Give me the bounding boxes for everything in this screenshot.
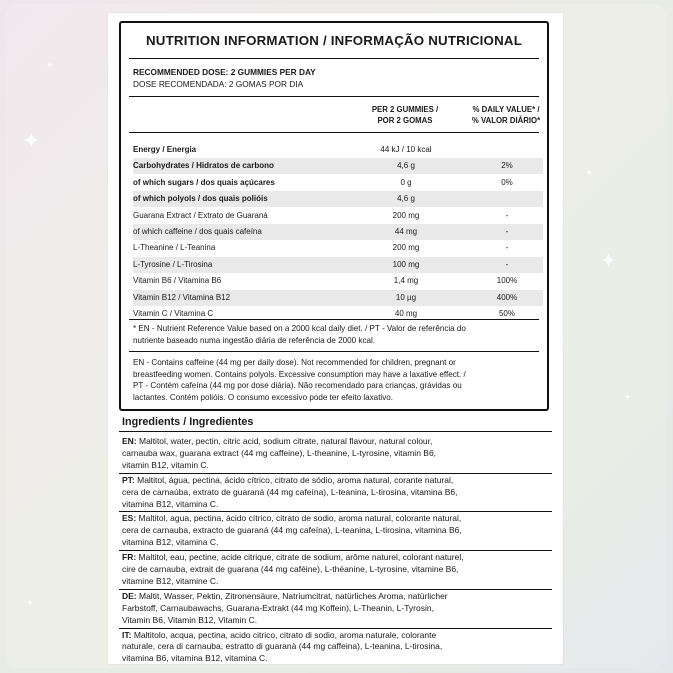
nutrition-table — [119, 21, 549, 411]
language-code: EN: — [122, 436, 137, 446]
ingredients-line — [122, 591, 550, 603]
nutrient-daily-value: - — [505, 227, 509, 236]
nutrient-name: Vitamin B12 / Vitamina B12 — [133, 292, 231, 302]
nutrient-amount: 4,6 g — [397, 194, 415, 204]
nutrient-name: Vitamin C / Vitamina C — [133, 309, 214, 318]
ingredients-text: vitamine B12, vitamine C. — [122, 575, 219, 586]
nutrient-amount: 100 mg — [392, 259, 420, 269]
nutrient-amount: 40 mg — [394, 309, 418, 318]
nutrient-daily-value: - — [505, 210, 509, 220]
label-page — [108, 13, 563, 664]
ingredients-text: Maltitolo, acqua, pectina, acido citrico, citrato di sodio, aroma naturale, colorante — [131, 629, 437, 640]
ingredients-text: Maltitol, água, pectina, ácido cítrico, citrato de sódio, aroma natural, corante natural, — [134, 474, 454, 485]
nutrient-daily-value: 50% — [498, 309, 515, 318]
ingredients-block — [122, 475, 550, 511]
nutrient-amount: 44 mg — [394, 227, 418, 236]
ingredients-text: Farbstoff, Carnaubawachs, Guarana-Extrakt (44 mg Koffein), L-Theanin, L-Tyrosin, — [122, 602, 434, 613]
ingredients-block — [122, 513, 550, 549]
per-serving-header-line: POR 2 GOMAS — [377, 116, 433, 125]
nutrient-name: L-Theanine / L-Teanina — [133, 243, 216, 253]
divider — [129, 132, 539, 133]
nutrient-amount: 44 kJ / 10 kcal — [380, 145, 432, 154]
ingredients-title: Ingredients / Ingredientes — [122, 416, 254, 428]
ingredients-line — [122, 615, 550, 627]
ingredients-text: Maltit, Wasser, Pektin, Zitronensäure, Natriumcitrat, natürliches Aroma, natürlicher — [136, 590, 448, 601]
ingredients-text: vitamina B6, vitamina B12, vitamina C. — [122, 653, 268, 664]
sparkle-icon: ✦ — [26, 598, 35, 609]
sparkle-icon: ✦ — [585, 168, 594, 179]
ingredients-line — [122, 436, 550, 448]
nrv-note-line: nutriente baseado numa ingestão diária de referência de 2000 kcal. — [133, 335, 376, 345]
divider — [129, 58, 539, 59]
ingredients-text: cera de carnauba, extracto de guaraná (44 mg cafeína), L-teanina, L-tirosina, vitamina B6, — [122, 525, 462, 536]
nutrient-amount: 200 mg — [392, 210, 420, 220]
sparkle-icon: ✦ — [624, 392, 632, 402]
daily-value-header — [463, 104, 549, 126]
sparkle-icon: ✦ — [46, 60, 54, 70]
ingredients-line — [122, 537, 550, 549]
divider — [119, 511, 552, 512]
ingredients-line — [122, 603, 550, 615]
ingredients-block — [122, 552, 550, 588]
nutrient-row — [133, 208, 543, 224]
nutrient-row — [133, 158, 543, 174]
nutrient-name: Vitamin B6 / Vitamina B6 — [133, 276, 222, 286]
nutrient-row — [133, 290, 543, 306]
language-code: PT: — [122, 474, 135, 485]
nutrient-row — [133, 191, 543, 207]
warning-line: lactantes. Contém polióis. O consumo excessivo pode ter efeito laxativo. — [133, 392, 394, 402]
ingredients-line — [122, 576, 550, 588]
daily-value-header-line: % VALOR DIÁRIO* — [471, 116, 541, 125]
warning-line: PT - Contém cafeína (44 mg por dose diária). Não recomendado para crianças, grávidas ou — [133, 381, 462, 391]
ingredients-line — [122, 552, 550, 564]
divider — [119, 473, 552, 474]
nutrient-daily-value: 100% — [496, 276, 518, 286]
nutrient-name: of which sugars / dos quais açúcares — [133, 177, 275, 187]
language-code: DE: — [122, 590, 137, 601]
language-code: IT: — [122, 629, 132, 640]
ingredients-line — [122, 487, 550, 499]
ingredients-line — [122, 460, 550, 472]
divider — [129, 319, 539, 320]
nrv-note-line: * EN - Nutrient Reference Value based on a 2000 kcal daily diet. / PT - Valor de referência do — [133, 324, 466, 333]
ingredients-text: vitamin B12, vitamin C. — [122, 459, 209, 470]
per-serving-header-line: PER 2 GUMMIES / — [371, 105, 439, 114]
nutrition-title: NUTRITION INFORMATION / INFORMAÇÃO NUTRICIONAL — [145, 33, 523, 48]
nutrient-name: Energy / Energia — [133, 145, 197, 154]
sparkle-icon: ✦ — [600, 250, 617, 272]
ingredients-line — [122, 630, 550, 642]
ingredients-text: naturale, cera di carnauba, estratto di guaranà (44 mg caffeina), L-teanina, L-tirosina, — [122, 641, 443, 652]
divider — [119, 550, 552, 551]
ingredients-line — [122, 475, 550, 487]
ingredients-text: carnauba wax, guarana extract (44 mg caffeine), L-theanine, L-tyrosine, vitamin B6, — [122, 447, 437, 458]
nutrient-row — [133, 175, 543, 191]
nutrient-amount: 200 mg — [392, 243, 420, 253]
nutrient-amount: 0 g — [400, 177, 412, 187]
nutrient-name: of which caffeine / dos quais cafeína — [133, 227, 262, 236]
nutrient-name: Guarana Extract / Extrato de Guaraná — [133, 210, 268, 220]
nutrient-row — [133, 257, 543, 273]
nutrient-amount: 1,4 mg — [393, 276, 419, 286]
warning-line: EN - Contains caffeine (44 mg per daily dose). Not recommended for children, pregnant or — [133, 358, 456, 367]
ingredients-line — [122, 641, 550, 653]
nutrient-daily-value: 0% — [501, 177, 513, 187]
dose-pt: DOSE RECOMENDADA: 2 GOMAS POR DIA — [133, 79, 304, 89]
ingredients-text: cera de carnaúba, extrato de guaraná (44 mg cafeína), L-teanina, L-tirosina, vitamina B6, — [122, 486, 458, 497]
divider — [119, 431, 552, 432]
nutrient-row — [133, 142, 543, 158]
per-serving-header — [360, 104, 450, 126]
nutrient-amount: 4,6 g — [397, 161, 415, 171]
dose-en: RECOMMENDED DOSE: 2 GUMMIES PER DAY — [133, 67, 316, 77]
ingredients-text: Maltitol, water, pectin, citric acid, sodium citrate, natural flavour, natural colour, — [136, 436, 433, 446]
nutrient-name: of which polyols / dos quais polióis — [133, 194, 268, 204]
ingredients-block — [122, 591, 550, 627]
ingredients-line — [122, 525, 550, 537]
ingredients-line — [122, 513, 550, 525]
ingredients-block — [122, 436, 550, 472]
nutrient-daily-value: 400% — [496, 292, 518, 302]
sparkle-icon: ✦ — [22, 128, 41, 153]
ingredients-text: Maltitol, eau, pectine, acide citrique, citrate de sodium, arôme naturel, colorant naturel, — [136, 552, 464, 563]
divider — [129, 96, 539, 97]
language-code: ES: — [122, 513, 137, 524]
ingredients-line — [122, 564, 550, 576]
ingredients-text: vitamina B12, vitamina C. — [122, 537, 219, 548]
ingredients-text: Vitamin B6, Vitamin B12, Vitamin C. — [122, 614, 258, 625]
nutrient-row — [133, 273, 543, 289]
ingredients-text: vitamina B12, vitamina C. — [122, 498, 219, 509]
ingredients-line — [122, 499, 550, 511]
warning-text — [133, 357, 543, 403]
nutrient-name: L-Tyrosine / L-Tirosina — [133, 259, 213, 269]
ingredients-text: Maltitol, agua, pectina, ácido cítrico, citrato de sodio, aroma natural, colorante natural, — [136, 513, 462, 524]
divider — [129, 351, 539, 352]
ingredients-line — [122, 653, 550, 665]
nutrient-row — [133, 240, 543, 256]
daily-value-header-line: % DAILY VALUE* / — [472, 105, 540, 114]
warning-line: breastfeeding women. Contains polyols. Excessive consumption may have a laxative effect. / — [133, 369, 466, 379]
nutrient-daily-value: - — [505, 259, 509, 269]
divider — [119, 589, 552, 590]
ingredients-line — [122, 448, 550, 460]
language-code: FR: — [122, 552, 137, 563]
nrv-note — [133, 323, 543, 346]
ingredients-block — [122, 630, 550, 666]
divider — [119, 628, 552, 629]
ingredients-text: cire de carnauba, extrait de guarana (44 mg caféine), L-théanine, L-tyrosine, vitamine B6, — [122, 564, 459, 574]
nutrient-amount: 10 µg — [395, 292, 417, 302]
nutrient-name: Carbohydrates / Hidratos de carbono — [133, 161, 274, 171]
nutrient-row — [133, 224, 543, 240]
nutrient-daily-value: 2% — [501, 161, 513, 171]
nutrient-daily-value: - — [505, 243, 509, 253]
